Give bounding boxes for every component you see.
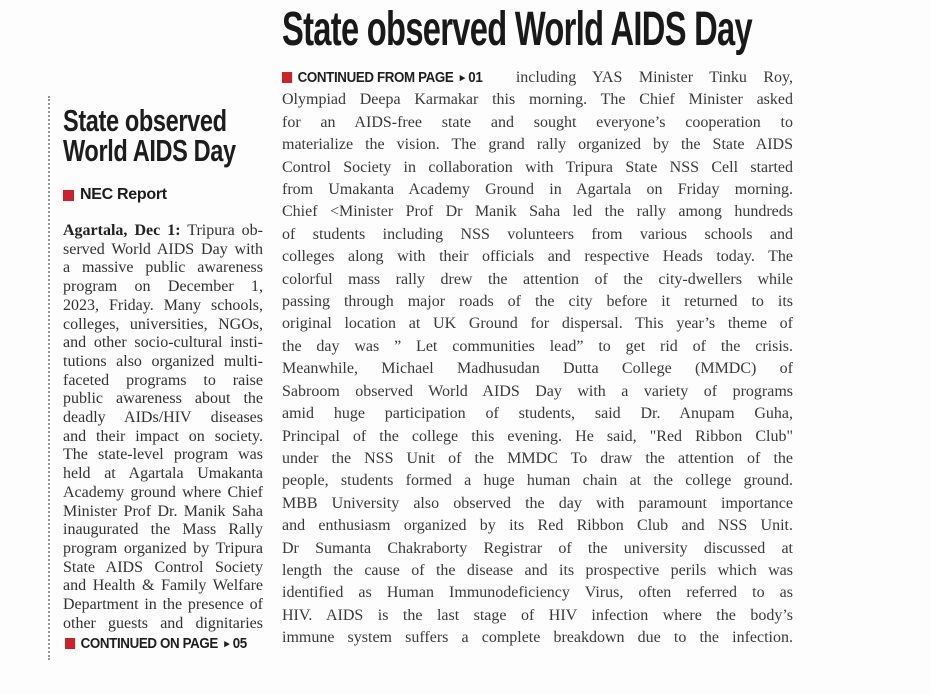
- left-article-body: [63, 222, 263, 633]
- body-line: faceted programs to raise: [63, 371, 263, 389]
- body-line: the day was ” Let communities lead” to get rid of the crisis.: [282, 337, 793, 355]
- body-line: Meanwhile, Michael Madhusudan Dutta College (MMDC) of: [282, 360, 793, 378]
- body-line: and enthusiasm organized by its Red Ribbon Club and NSS Unit.: [282, 517, 793, 535]
- red-square-icon: [65, 638, 75, 649]
- byline: [63, 186, 264, 204]
- body-line: a massive public awareness: [63, 259, 263, 277]
- left-article: [48, 96, 264, 660]
- body-line: Department in the presence of: [63, 596, 263, 614]
- body-line: Olympiad Deepa Karmakar this morning. The Chief Minister asked: [282, 91, 793, 109]
- body-line: original location at UK Ground for dispersal. This year’s theme of: [282, 315, 793, 333]
- main-article-body: [282, 67, 793, 650]
- byline-label: NEC Report: [80, 186, 167, 203]
- main-article-headline: State observed World AIDS Day: [282, 3, 753, 56]
- continued-marker: [65, 636, 247, 652]
- body-line: served World AIDS Day with: [63, 240, 263, 258]
- body-line: program organized by Tripura: [63, 539, 263, 557]
- body-line: for an AIDS-free state and sought everyone’s cooperation to: [282, 113, 793, 131]
- body-line: Minister Prof Dr. Manik Saha: [63, 502, 263, 520]
- red-square-icon: [282, 72, 292, 83]
- body-line: identified as Human Immunodeficiency Virus, often referred to as: [282, 584, 793, 602]
- body-line: Dr Sumanta Chakraborty Registrar of the university discussed at: [282, 539, 793, 557]
- left-article-headline: [63, 103, 236, 168]
- body-line: Principal of the college this evening. He said, "Red Ribbon Club": [282, 427, 793, 445]
- body-line: colleges along with their officials and respective Heads today. The: [282, 248, 793, 266]
- body-line: colleges, universities, NGOs,: [63, 315, 263, 333]
- body-line: of students including NSS volunteers from various schools and: [282, 225, 793, 243]
- body-line: State AIDS Control Society: [63, 558, 263, 576]
- body-line: tutions also organized multi-: [63, 352, 263, 370]
- body-line: 2023, Friday. Many schools,: [63, 296, 263, 314]
- headline-line: State observed: [63, 103, 227, 138]
- body-line: program on December 1,: [63, 278, 263, 296]
- body-line: other guests and dignitaries: [63, 614, 263, 632]
- body-line: amid huge participation of students, said Dr. Anupam Guha,: [282, 405, 793, 423]
- arrow-right-icon: ▸: [459, 72, 465, 84]
- body-line: MBB University also observed the day with paramount importance: [282, 494, 793, 512]
- body-line: people, students formed a huge human chain at the college ground.: [282, 472, 793, 490]
- body-line: materialize the vision. The grand rally organized by the State AIDS: [282, 136, 793, 154]
- body-line: passing through major roads of the city before it returned to its: [282, 293, 793, 311]
- body-line: deadly AIDs/HIV diseases: [63, 409, 263, 427]
- body-line: colorful mass rally drew the attention of the city-dwellers while: [282, 270, 793, 288]
- body-line: immune system suffers a complete breakdown due to the infection.: [282, 629, 793, 647]
- continued-marker: [282, 67, 482, 89]
- body-line: Agartala, Dec 1: Tripura ob-: [63, 222, 263, 239]
- body-line: public awareness about the: [63, 390, 263, 408]
- continued-label: CONTINUED ON PAGE: [80, 636, 219, 653]
- main-article: [282, 3, 793, 650]
- body-line: inaugurated the Mass Rally: [63, 521, 263, 539]
- body-line: Sabroom observed World AIDS Day with a variety of programs: [282, 382, 793, 400]
- continued-on-line: [63, 635, 263, 653]
- body-line: CONTINUED FROM PAGE ▸ 01 including YAS Minister Tinku Roy,: [282, 67, 793, 89]
- continued-page-number: 01: [468, 70, 483, 86]
- body-line: and other socio-cultural insti-: [63, 334, 263, 352]
- body-line: The state-level program was: [63, 446, 263, 464]
- headline-line: World AIDS Day: [63, 133, 236, 168]
- body-line: HIV. AIDS is the last stage of HIV infection where the body’s: [282, 606, 793, 624]
- arrow-right-icon: ▸: [224, 638, 230, 651]
- body-line: from Umakanta Academy Ground in Agartala on Friday morning.: [282, 181, 793, 199]
- body-line: and Health & Family Welfare: [63, 577, 263, 595]
- red-square-icon: [63, 190, 74, 201]
- body-line: and their impact on society.: [63, 427, 263, 445]
- body-line: Control Society in collaboration with Tripura State NSS Cell started: [282, 158, 793, 176]
- body-line: Chief <Minister Prof Dr Manik Saha led the rally among hundreds: [282, 203, 793, 221]
- continued-label: CONTINUED FROM PAGE: [297, 70, 454, 86]
- continued-page-number: 05: [233, 636, 248, 653]
- body-line: under the NSS Unit of the MMDC To draw the attention of the: [282, 449, 793, 467]
- body-line: held at Agartala Umakanta: [63, 465, 263, 483]
- body-line: length the cause of the disease and its prospective perils which was: [282, 561, 793, 579]
- body-line: Academy ground where Chief: [63, 483, 263, 501]
